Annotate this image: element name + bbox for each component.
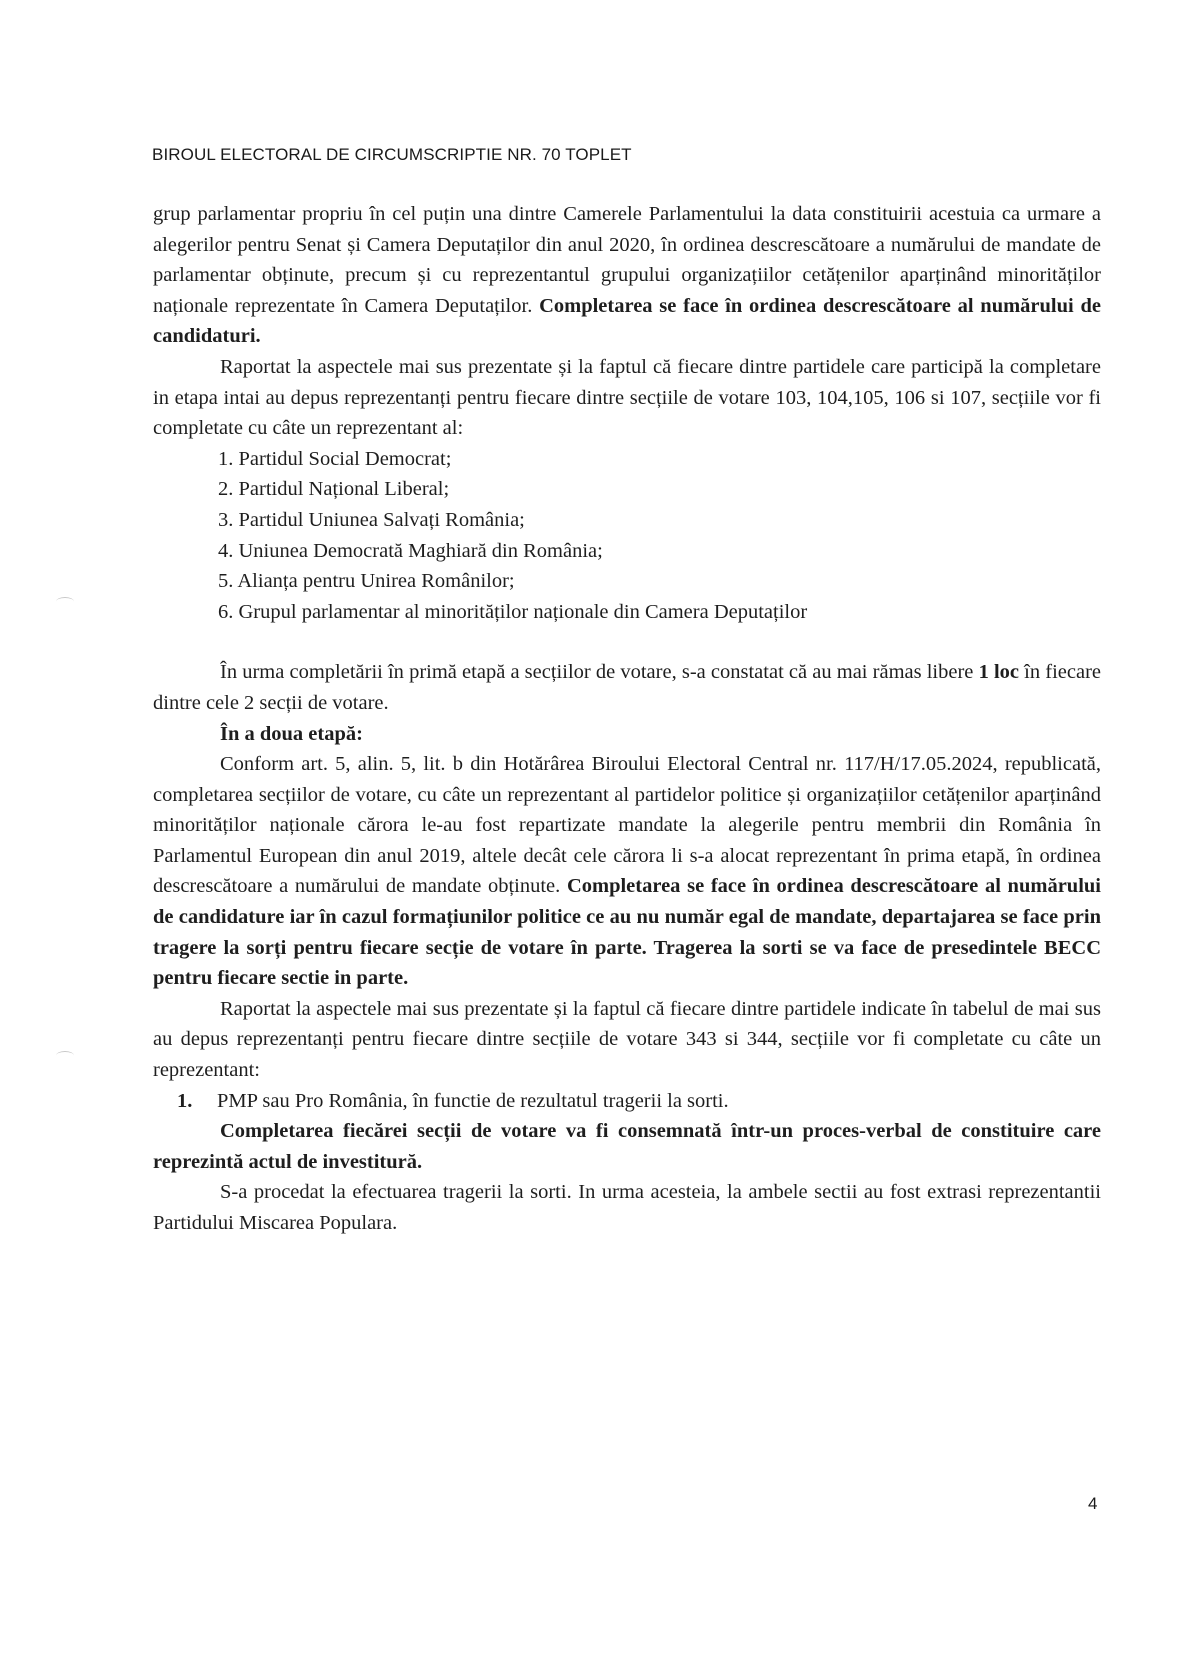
list-item-text: Uniunea Democrată Maghiară din România; [238, 539, 603, 562]
paragraph-2: Raportat la aspectele mai sus prezentate și la faptul că fiecare dintre partidele care participă la completare in etapa intai au depus reprezentanți pentru fiecare dintre secțiile de votare 103, 104,105, 106 si 107, secțiile vor fi completate cu câte un reprezentant al: [153, 355, 1101, 440]
paragraph-4-text: Conform art. 5, alin. 5, lit. b din Hotărârea Biroului Electoral Central nr. 117/H/17.05.2024, republicată, completarea secțiilor de votare, cu câte un reprezentant al partidelor politice și organizațiilor cetățenilor aparținând minorităților naționale cărora le-au fost repartizate mandate la alegerile pentru membrii din România în Parlamentul European din anul 2019, altele decât cele cărora li s-a alocat reprezentant în prima etapă, în ordinea descrescătoare a numărului de mandate obținute. [153, 753, 1101, 898]
stage-2-item-text: PMP sau Pro România, în functie de rezultatul tragerii la sorti. [217, 1089, 729, 1112]
stage-2-heading: În a doua etapă: [220, 722, 363, 745]
document-body [153, 199, 1101, 1239]
list-item [153, 444, 1101, 475]
list-item-number: 3. [218, 508, 234, 531]
list-item [153, 597, 1101, 628]
paragraph-4-bold: Completarea se face în ordinea descrescătoare al numărului de candidature iar în cazul formațiunilor politice ce au nu număr egal de mandate, departajarea se face prin tragere la sorți pentru fiecare secție de votare în parte. Tragerea la sorti se va face de presedintele BECC pentru fiecare sectie in parte. [153, 875, 1101, 990]
list-item [153, 566, 1101, 597]
document-header: BIROUL ELECTORAL DE CIRCUMSCRIPTIE NR. 70 TOPLET [152, 145, 632, 164]
page-number: 4 [1088, 1494, 1098, 1513]
list-item-number: 2. [218, 478, 234, 501]
list-item-text: Partidul Național Liberal; [238, 478, 450, 501]
punch-hole-mark [56, 1051, 74, 1060]
paragraph-1 [153, 199, 1101, 352]
paragraph-7: S-a procedat la efectuarea tragerii la sorti. In urma acesteia, la ambele sectii au fost extrasi reprezentantii Partidului Miscarea Populara. [153, 1181, 1101, 1234]
stage-2-list-item [153, 1086, 1101, 1117]
paragraph-1-text: grup parlamentar propriu în cel puțin una dintre Camerele Parlamentului la data constituirii acestuia ca urmare a alegerilor pentru Senat și Camera Deputaților din anul 2020, în ordinea descrescătoare a numărului de mandate de parlamentar obținute, precum și cu reprezentantul grupului organizațiilor cetățenilor aparținând minorităților naționale reprezentate în Camera Deputaților. [153, 203, 1101, 317]
list-item-text: Partidul Social Democrat; [238, 447, 452, 470]
punch-hole-mark [56, 597, 74, 606]
list-item-text: Partidul Uniunea Salvați România; [238, 508, 525, 531]
list-item-number: 4. [218, 539, 234, 562]
stage-2-item-number: 1. [177, 1089, 193, 1112]
list-item-number: 5. [218, 570, 234, 593]
list-item-text: Alianța pentru Unirea Românilor; [237, 570, 515, 593]
list-item [153, 474, 1101, 505]
paragraph-3-text: În urma completării în primă etapă a secțiilor de votare, s-a constatat că au mai rămas libere [220, 661, 979, 684]
list-item-text: Grupul parlamentar al minorităților naționale din Camera Deputaților [238, 600, 808, 623]
list-item-number: 6. [218, 600, 234, 623]
party-list [153, 444, 1101, 628]
list-item-number: 1. [218, 447, 234, 470]
paragraph-3 [153, 657, 1101, 718]
paragraph-3-rest: în fiecare dintre cele 2 secții de votare. [153, 661, 1102, 714]
paragraph-6: Completarea fiecărei secții de votare va fi consemnată într-un proces-verbal de constituire care reprezintă actul de investitură. [153, 1120, 1101, 1173]
paragraph-1-bold: Completarea se face în ordinea descrescătoare al numărului de candidaturi. [153, 294, 1101, 348]
paragraph-4 [153, 749, 1101, 994]
paragraph-3-bold: 1 loc [978, 661, 1020, 684]
paragraph-5: Raportat la aspectele mai sus prezentate și la faptul că fiecare dintre partidele indicate în tabelul de mai sus au depus reprezentanți pentru fiecare dintre secțiile de votare 343 si 344, secțiile vor fi completate cu câte un reprezentant: [153, 997, 1101, 1082]
list-item [153, 536, 1101, 567]
list-item [153, 505, 1101, 536]
spacer [153, 627, 1101, 657]
